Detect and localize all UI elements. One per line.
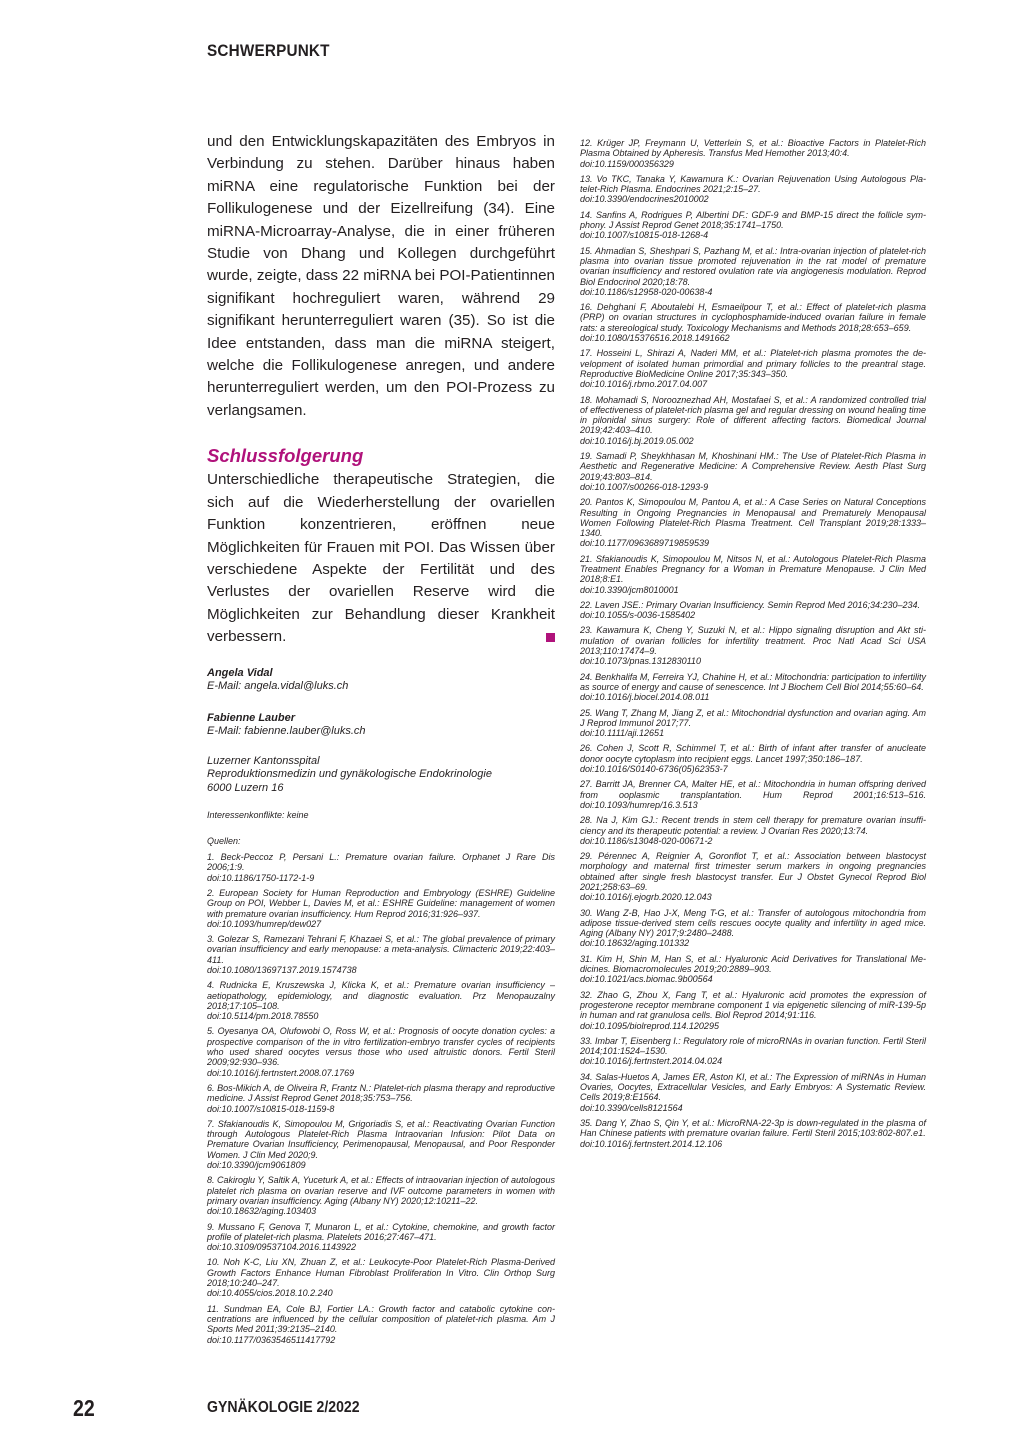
reference-text: 15. Ahmadian S, Sheshpari S, Pazhang M, et al.: Intra-ovarian injection of platelet-rich plasma into ovarian tissue promoted rejuvenation in the rat model of premature ovarian insufficiency and restored ovulation rate via angiogenesis modulation. Reprod Biol Endocrinol 2020;18:78. (580, 245, 926, 287)
section-label: SCHWERPUNKT (207, 41, 330, 60)
reference-text: 24. Benkhalifa M, Ferreira YJ, Chahine H, et al.: Mitochondria: participation to infertility as source of energy and cause of senescence. Int J Biochem Cell Biol 2014;55:60–64. (580, 671, 926, 692)
reference-item (207, 1175, 555, 1216)
reference-doi: doi:10.1016/j.fertnstert.2014.04.024 (580, 1056, 723, 1067)
reference-doi: doi:10.3109/09537104.2016.1143922 (207, 1242, 356, 1253)
reference-text: 14. Sanfins A, Rodrigues P, Albertini DF.: GDF-9 and BMP-15 direct the follicle symphony. J Assist Reprod Genet 2018;35:1741–1750. (580, 209, 926, 231)
reference-item (580, 851, 926, 902)
reference-doi: doi:10.1016/j.fertnstert.2014.12.106 (580, 1138, 723, 1149)
reference-text: 22. Laven JSE.: Primary Ovarian Insufficiency. Semin Reprod Med 2016;34:230–234. (580, 599, 921, 610)
sources-title: Quellen: (207, 836, 241, 847)
reference-text: 18. Mohamadi S, Norooznezhad AH, Mostafaei S, et al.: A randomized controlled trial of effectiveness of platelet-rich plasma gel and regular dressing on wound healing time in pilonidal sinus surgery: Role of different affecting factors. Biomedical Journal 2019;42:403–410. (580, 394, 926, 436)
reference-doi: doi:10.1073/pnas.1312830110 (580, 656, 701, 667)
reference-doi: doi:10.3390/jcm9061809 (207, 1160, 306, 1171)
reference-text: 30. Wang Z-B, Hao J-X, Meng T-G, et al.: Transfer of autologous mitochondria from adipose tissue-derived stem cells rescues oocyte quality and infertility in aged mice. Aging (Albany NY) 2017;9:2480–2488. (580, 907, 926, 939)
conclusion-paragraph (207, 469, 555, 648)
reference-text: 1. Beck-Peccoz P, Persani L.: Premature ovarian failure. Orphanet J Rare Dis 2006;1:9. (207, 852, 555, 873)
author-name: Fabienne Lauber (207, 711, 296, 724)
reference-doi: doi:10.5114/pm.2018.78550 (207, 1011, 319, 1022)
reference-doi: doi:10.3390/cells8121564 (580, 1102, 683, 1113)
reference-text: 8. Cakiroglu Y, Saltik A, Yuceturk A, et al.: Effects of intraovarian injection of autologous platelet rich plasma on ovarian reserve and IVF outcome parameters in women with primary ovarian insufficiency. Aging (Albany NY) 2020;12:10211–22. (207, 1175, 555, 1206)
reference-item (580, 1072, 926, 1113)
reference-item (580, 348, 926, 389)
affiliation-line: Luzerner Kantonsspital (207, 754, 320, 767)
reference-item (580, 302, 926, 343)
affiliation-line: 6000 Luzern 16 (207, 781, 284, 794)
reference-doi: doi:10.1016/S0140-6736(05)62353-7 (580, 764, 728, 775)
reference-item (580, 138, 926, 169)
reference-item (580, 743, 926, 774)
reference-text: 16. Dehghani F, Aboutalebi H, Esmaeilpour T, et al.: Effect of platelet-rich plasma (PRP) on ovarian structures in cyclophosphamide-induced ovarian failure in female rats: a stereological study. Toxicology Mechanisms and Methods 2018;28:653–659. (580, 302, 926, 333)
reference-doi: doi:10.1055/s-0036-1585402 (580, 610, 696, 621)
author-email: E-Mail: fabienne.lauber@luks.ch (207, 725, 366, 738)
reference-item (207, 1083, 555, 1114)
journal-issue: GYNÄKOLOGIE 2/2022 (207, 1399, 360, 1416)
reference-item (580, 908, 926, 949)
intro-paragraph: und den Entwicklungskapazitäten des Embryos in Verbindung zu stehen. Darüber hinaus haben miRNA eine regulatorische Funktion bei der Follikulogenese und der Eizellreifung (34). Eine miRNA-Microarray-Analyse, die in einer früheren Studie von Dhang und Kollegen durchgeführt wurde, zeigte, dass 22 miRNA bei POI-Patientinnen signifikant hochreguliert waren, während 29 signifikant herunterreguliert waren (35). So ist die Idee entstanden, dass man die miRNA steigert, welche die Follikulogenese anregen, und andere herunterreguliert werden, um den POI-Prozess zu verlangsamen. (207, 133, 555, 419)
reference-text: 9. Mussano F, Genova T, Munaron L, et al.: Cytokine, chemokine, and growth factor profile of platelet-rich plasma. Platelets 2016;27:467–471. (207, 1221, 555, 1242)
reference-item (580, 1118, 926, 1149)
reference-doi: doi:10.1080/13697137.2019.1574738 (207, 965, 357, 975)
reference-text: 2. European Society for Human Reproduction and Embryology (ESHRE) Guideline Group on POI, Webber L, Davies M, et al.: ESHRE Guideline: management of women with premature ovarian insufficiency. Hum Reprod 2016;31:926–937. (207, 887, 555, 919)
reference-doi: doi:10.1177/0963689719859539 (580, 538, 709, 549)
reference-item (207, 888, 555, 929)
reference-text: 23. Kawamura K, Cheng Y, Suzuki N, et al.: Hippo signaling disruption and Akt stimulation of ovarian follicles for infertility treatment. Proc Natl Acad Sci USA 2013;110:17474–9. (580, 625, 926, 657)
reference-doi: doi:10.1021/acs.biomac.9b00564 (580, 974, 713, 985)
reference-doi: doi:10.18632/aging.101332 (580, 938, 690, 949)
reference-doi: doi:10.1159/000356329 (580, 158, 674, 169)
reference-doi: doi:10.1016/j.bj.2019.05.002 (580, 435, 694, 446)
reference-item (580, 779, 926, 810)
reference-item (207, 1222, 555, 1253)
reference-item (580, 210, 926, 241)
reference-doi: doi:10.1111/aji.12651 (580, 728, 665, 739)
references-left (207, 852, 555, 1345)
reference-item (207, 1119, 555, 1170)
reference-item (207, 980, 555, 1021)
reference-text: 19. Samadi P, Sheykhhasan M, Khoshinani HM.: The Use of Platelet-Rich Plasma in Aesthetic and Regenerative Medicine: A Comprehensive Review. Aesth Plast Surg 2019;43:803–814. (580, 451, 926, 482)
affiliation-line: Reproduktionsmedizin und gynäkologische Endokrinologie (207, 768, 492, 781)
reference-text: 6. Bos-Mikich A, de Oliveira R, Frantz N.: Platelet-rich plasma therapy and reproductive medicine. J Assist Reprod Genet 2018;35:753–756. (207, 1082, 555, 1104)
reference-doi: doi:10.1016/j.biocel.2014.08.011 (580, 692, 710, 703)
reference-text: 5. Oyesanya OA, Olufowobi O, Ross W, et al.: Prognosis of oocyte donation cycles: a prospective comparison of the in vitro fertilization-embryo transfer cycles of recipients who used shared oocytes versus those who used altruistic donors. Fertil Steril 2009;92:930–936. (207, 1026, 555, 1068)
reference-text: 12. Krüger JP, Freymann U, Vetterlein S, et al.: Bioactive Factors in Platelet-Rich Plasma Obtained by Apheresis. Transfus Med Hemother 2013;40:4. (580, 138, 926, 159)
reference-item (207, 1304, 555, 1345)
reference-item (207, 1257, 555, 1298)
reference-doi: doi:10.1186/s13048-020-00671-2 (580, 835, 713, 846)
reference-item (207, 1026, 555, 1077)
reference-text: 21. Sfakianoudis K, Simopoulou M, Nitsos N, et al.: Autologous Platelet-Rich Plasma Treatment Enables Pregnancy for a Woman in Premature Menopause. J Clin Med 2018;8:E1. (580, 553, 926, 585)
reference-doi: doi:10.1093/humrep/dew027 (207, 918, 322, 929)
reference-text: 29. Pérennec A, Reignier A, Goronflot T, et al.: Association between blastocyst morphology and maternal first trimester serum markers in ongoing pregnancies obtained after single fresh blastocyst transfer. Eur J Obstet Gynecol Reprod Biol 2021;258:63–69. (580, 851, 926, 892)
reference-item (580, 625, 926, 666)
page-number: 22 (73, 1395, 95, 1421)
reference-doi: doi:10.3390/jcm8010001 (580, 584, 679, 595)
reference-doi: doi:10.1080/15376516.2018.1491662 (580, 333, 730, 344)
author-2 (207, 712, 555, 739)
reference-text: 34. Salas-Huetos A, James ER, Aston KI, et al.: The Expression of miRNAs in Human Ovaries, Oocytes, Extracellular Vesicles, and Early Embryos: A Systematic Review. Cells 2019;8:E1564. (580, 1071, 926, 1103)
reference-item (580, 174, 926, 205)
author-email: E-Mail: angela.vidal@luks.ch (207, 680, 349, 693)
reference-doi: doi:10.3390/endocrines2010002 (580, 194, 709, 205)
reference-doi: doi:10.1016/j.ejogrb.2020.12.043 (580, 892, 712, 903)
reference-text: 27. Barritt JA, Brenner CA, Malter HE, et al.: Mitochondria in human offspring derived from ooplasmic transplantation. Hum Reprod 2001;16:513–516. doi:10.1093/humrep/16.3.513 (580, 779, 926, 810)
reference-doi: doi:10.1186/1750-1172-1-9 (207, 872, 315, 883)
reference-text: 17. Hosseini L, Shirazi A, Naderi MM, et al.: Platelet-rich plasma promotes the development of isolated human primordial and primary follicles to the preantral stage. Reproductive BioMedicine Online 2017;35:343–350. (580, 348, 926, 379)
reference-item (207, 934, 555, 975)
reference-doi: doi:10.1007/s00266-018-1293-9 (580, 481, 709, 492)
reference-text: 33. Imbar T, Eisenberg I.: Regulatory role of microRNAs in ovarian function. Fertil Steril 2014;101:1524–1530. (580, 1035, 926, 1057)
reference-doi: doi:10.1016/j.fertnstert.2008.07.1769 (207, 1067, 355, 1078)
reference-item (580, 954, 926, 985)
conclusion-text: Unterschiedliche therapeutische Strategien, die sich auf die Wiederherstellung der ovariellen Funktion konzentrieren, eröffnen neue Möglichkeiten für Frauen mit POI. Das Wissen über verschiedene Aspekte der Fertilität und des Verlustes der ovariellen Reserve wird die Möglichkeiten zur Behandlung dieser Krankheit verbessern. (207, 471, 555, 646)
reference-item (580, 451, 926, 492)
reference-text: 31. Kim H, Shin M, Han S, et al.: Hyaluronic Acid Derivatives for Translational Medicines. Biomacromolecules 2019;20:2889–903. (580, 953, 926, 975)
reference-doi: doi:10.1186/s12958-020-00638-4 (580, 286, 713, 297)
reference-text: 28. Na J, Kim GJ.: Recent trends in stem cell therapy for premature ovarian insufficiency and its therapeutic potential: a review. J Ovarian Res 2020;13:74. (580, 815, 926, 836)
reference-item (580, 1036, 926, 1067)
reference-text: 7. Sfakianoudis K, Simopoulou M, Grigoriadis S, et al.: Reactivating Ovarian Function through Autologous Platelet-Rich Plasma Intraovarian Infusion: Pilot Data on Premature Ovarian Insufficiency, Perimenopausal, Menopausal, and Poor Responder Women. J Clin Med 2020;9. (207, 1118, 555, 1160)
reference-item (580, 672, 926, 703)
end-of-article-square-icon (546, 633, 555, 642)
reference-doi: doi:10.1177/0363546511417792 (207, 1334, 336, 1345)
conflict-of-interest: Interessenkonflikte: keine (207, 810, 309, 821)
reference-doi: doi:10.18632/aging.103403 (207, 1206, 317, 1217)
reference-text: 20. Pantos K, Simopoulou M, Pantou A, et al.: A Case Series on Natural Conceptions Resulting in Ongoing Pregnancies in Menopausal and Prematurely Menopausal Women Following Platelet-Rich Plasma Treatment. Cell Transplant 2019;28:1333–1340. (580, 497, 926, 539)
references-right (580, 138, 926, 1149)
author-name: Angela Vidal (207, 666, 273, 679)
affiliation (207, 755, 555, 796)
author-1 (207, 667, 555, 694)
reference-item (580, 600, 926, 621)
reference-item (580, 246, 926, 297)
left-column (207, 131, 555, 1345)
reference-item (580, 395, 926, 446)
reference-text: 4. Rudnicka E, Kruszewska J, Klicka K, et al.: Premature ovarian insufficiency – aetiopathology, epidemiology, and diagnostic evaluation. Prz Menopauzalny 2018;17:105–108. (207, 980, 555, 1011)
reference-text: 3. Golezar S, Ramezani Tehrani F, Khazaei S, et al.: The global prevalence of primary ovarian insufficiency and early menopause: a meta-analysis. Climacteric 2019;22:403–411. (207, 934, 555, 965)
reference-item (580, 554, 926, 595)
reference-item (580, 497, 926, 548)
reference-text: 10. Noh K-C, Liu XN, Zhuan Z, et al.: Leukocyte-Poor Platelet-Rich Plasma-Derived Growth Factors Enhance Human Fibroblast Proliferation In Vitro. Clin Orthop Surg 2018;10:240–247. (207, 1257, 555, 1289)
reference-doi: doi:10.1007/s10815-018-1159-8 (207, 1103, 335, 1114)
reference-item (580, 815, 926, 846)
reference-text: 32. Zhao G, Zhou X, Fang T, et al.: Hyaluronic acid promotes the expression of progesterone receptor membrane component 1 via epigenetic silencing of miR-139-5p in human and rat granulosa cells. Biol Reprod 2014;91:116. (580, 989, 926, 1021)
reference-item (207, 852, 555, 883)
reference-text: 35. Dang Y, Zhao S, Qin Y, et al.: MicroRNA-22-3p is down-regulated in the plasma of Han Chinese patients with premature ovarian failure. Fertil Steril 2015;103:802-807.e1. (580, 1117, 926, 1139)
conclusion-heading: Schlussfolgerung (207, 445, 364, 467)
reference-item (580, 708, 926, 739)
reference-text: 26. Cohen J, Scott R, Schimmel T, et al.: Birth of infant after transfer of anucleate donor oocyte cytoplasm into recipient eggs. Lancet 1997;350:186–187. (580, 743, 926, 764)
reference-doi: doi:10.4055/cios.2018.10.2.240 (207, 1288, 333, 1299)
reference-item (580, 990, 926, 1031)
reference-doi: doi:10.1016/j.rbmo.2017.04.007 (580, 379, 708, 390)
reference-text: 25. Wang T, Zhang M, Jiang Z, et al.: Mitochondrial dysfunction and ovarian aging. Am J Reprod Immunol 2017;77. (580, 707, 926, 728)
reference-doi: doi:10.1007/s10815-018-1268-4 (580, 230, 709, 241)
reference-text: 13. Vo TKC, Tanaka Y, Kawamura K.: Ovarian Rejuvenation Using Autologous Platelet-Rich Plasma. Endocrines 2021;2:15–27. (580, 173, 926, 195)
reference-text: 11. Sundman EA, Cole BJ, Fortier LA.: Growth factor and catabolic cytokine concentrations are influenced by the cellular composition of platelet-rich plasma. Am J Sports Med 2011;39:2135–2140. (207, 1303, 555, 1335)
reference-doi: doi:10.1095/biolreprod.114.120295 (580, 1020, 719, 1031)
